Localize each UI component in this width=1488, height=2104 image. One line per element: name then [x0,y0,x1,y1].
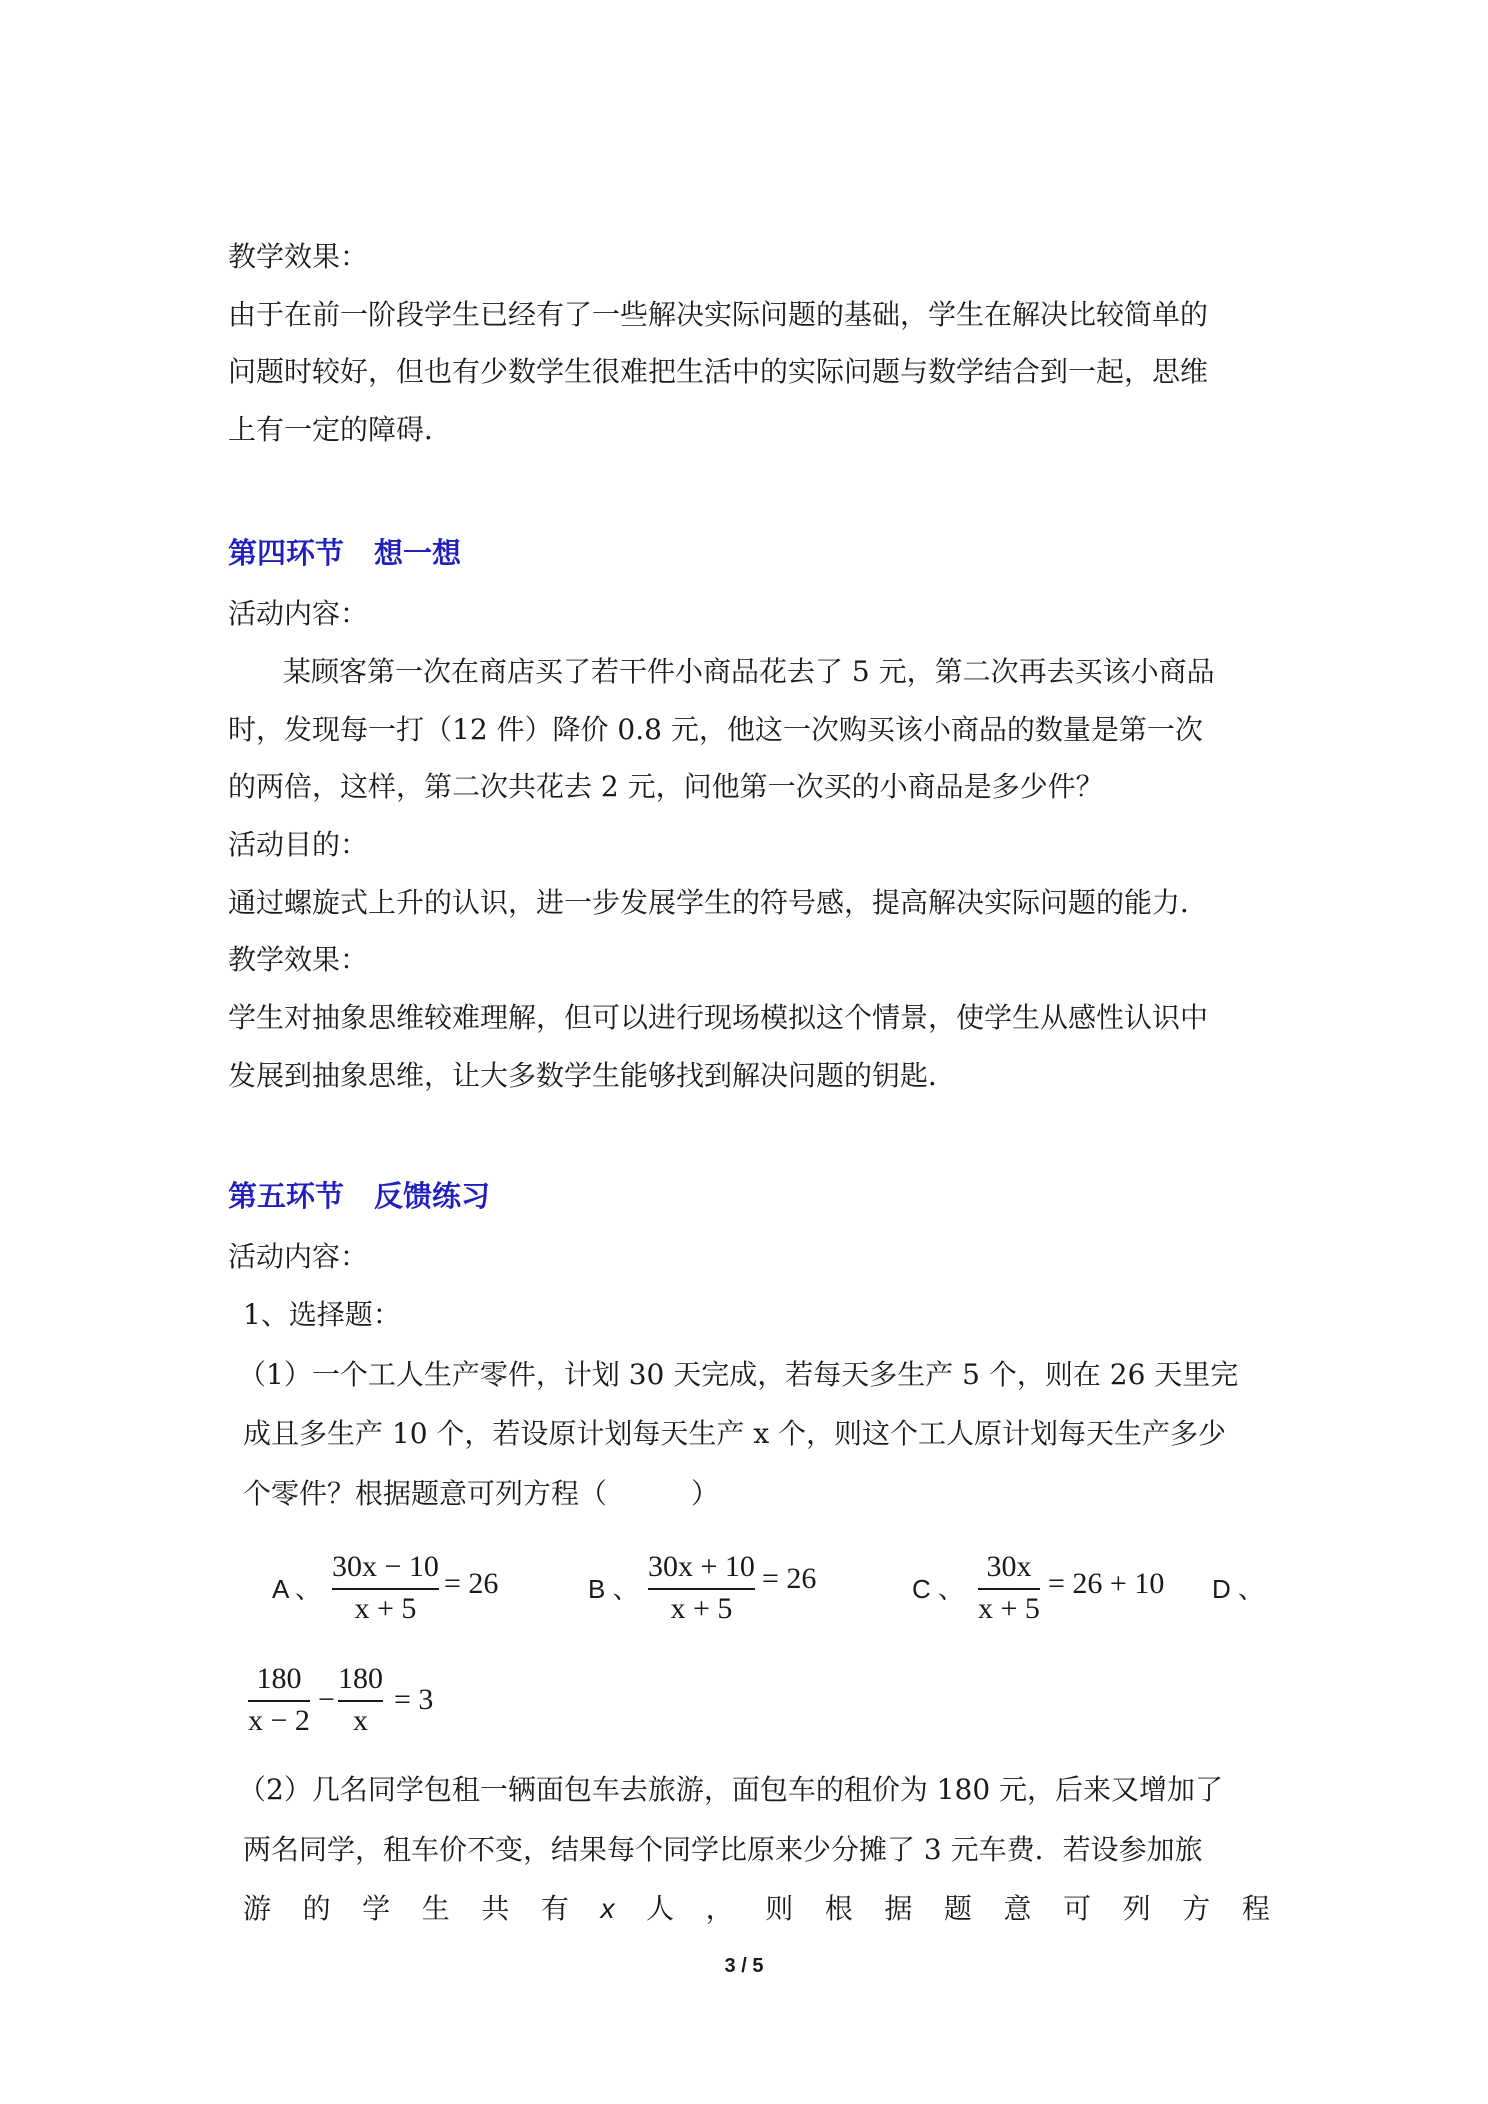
content-label: 活动内容： [228,597,369,630]
numerator: 180 [256,1662,302,1695]
denominator: x − 2 [248,1704,310,1737]
variable-x: x [600,1893,615,1924]
paragraph-line: 某顾客第一次在商店买了若干件小商品花去了 5 元，第二次再去买该小商品 [283,655,1215,688]
option-d-minus: − [318,1683,335,1716]
option-d-rhs: = 3 [394,1683,434,1716]
option-d-fraction-2 [338,1662,383,1738]
numerator: 30x [986,1550,1032,1583]
option-d-label: D 、 [1212,1574,1265,1604]
paragraph-line: 由于在前一阶段学生已经有了一些解决实际问题的基础，学生在解决比较简单的 [228,298,1209,331]
option-b-fraction [648,1550,755,1626]
option-b-rhs: = 26 [762,1562,817,1595]
word: 则 [765,1892,794,1925]
heading-title: 想一想 [374,536,462,570]
option-d-fraction-1 [248,1662,310,1738]
goal-label: 活动目的： [228,828,369,861]
word: 人 [646,1892,675,1925]
word: 共 [481,1892,510,1925]
effect-label: 教学效果： [228,240,369,273]
option-a-label: A 、 [272,1574,322,1604]
word: ， [705,1892,734,1925]
question-line: 成且多生产 10 个，若设原计划每天生产 x 个，则这个工人原计划每天生产多少 [243,1417,1227,1450]
paragraph-line: 的两倍，这样，第二次共花去 2 元，问他第一次买的小商品是多少件？ [228,770,1104,803]
section-heading-4 [228,533,461,573]
denominator: x + 5 [978,1592,1040,1625]
denominator: x + 5 [354,1592,417,1625]
option-a-rhs: = 26 [444,1567,499,1600]
effect-label: 教学效果： [228,943,369,976]
section-heading-5 [228,1176,490,1216]
option-b-label: B 、 [588,1574,639,1604]
option-c-rhs: = 26 + 10 [1048,1567,1165,1600]
paragraph-line: 通过螺旋式上升的认识，进一步发展学生的符号感，提高解决实际问题的能力． [228,886,1209,919]
option-c-fraction [978,1550,1040,1626]
numerator: 30x + 10 [648,1550,755,1583]
word: 方 [1182,1892,1211,1925]
option-c-label: C 、 [912,1574,965,1604]
word: 的 [302,1892,331,1925]
page-number: 3 / 5 [724,1955,764,1977]
paragraph-line: 时，发现每一打（12 件）降价 0.8 元，他这一次购买该小商品的数量是第一次 [228,713,1203,746]
word: 游 [243,1892,272,1925]
paragraph-line: 上有一定的障碍． [228,413,453,446]
word: 可 [1063,1892,1092,1925]
question-line: 个零件？根据题意可列方程（ ） [243,1477,720,1510]
heading-number: 第四环节 [228,536,345,570]
word: 有 [540,1892,569,1925]
question-line-justified [243,1889,1270,1929]
word: 题 [943,1892,972,1925]
word: 生 [421,1892,450,1925]
denominator: x + 5 [670,1592,733,1625]
denominator: x [353,1704,368,1737]
numerator: 30x − 10 [332,1550,439,1583]
word: 程 [1241,1892,1270,1925]
content-label: 活动内容： [228,1240,369,1273]
paragraph-line: 问题时较好，但也有少数学生很难把生活中的实际问题与数学结合到一起，思维 [228,355,1209,388]
option-a-fraction [332,1550,439,1626]
word: 根 [824,1892,853,1925]
numerator: 180 [338,1662,383,1695]
word: 学 [362,1892,391,1925]
question-line: （1）一个工人生产零件，计划 30 天完成，若每天多生产 5 个，则在 26 天里完 [238,1358,1239,1391]
question-line: 两名同学，租车价不变，结果每个同学比原来少分摊了 3 元车费．若设参加旅 [243,1833,1203,1866]
heading-title: 反馈练习 [374,1179,491,1213]
word: 意 [1003,1892,1032,1925]
question-line: （2）几名同学包租一辆面包车去旅游，面包车的租价为 180 元，后来又增加了 [238,1773,1224,1806]
heading-number: 第五环节 [228,1179,345,1213]
word: 列 [1122,1892,1151,1925]
item-label: 1、选择题： [243,1298,401,1331]
paragraph-line: 学生对抽象思维较难理解，但可以进行现场模拟这个情景，使学生从感性认识中 [228,1001,1209,1034]
word: 据 [884,1892,913,1925]
paragraph-line: 发展到抽象思维，让大多数学生能够找到解决问题的钥匙． [228,1059,957,1092]
